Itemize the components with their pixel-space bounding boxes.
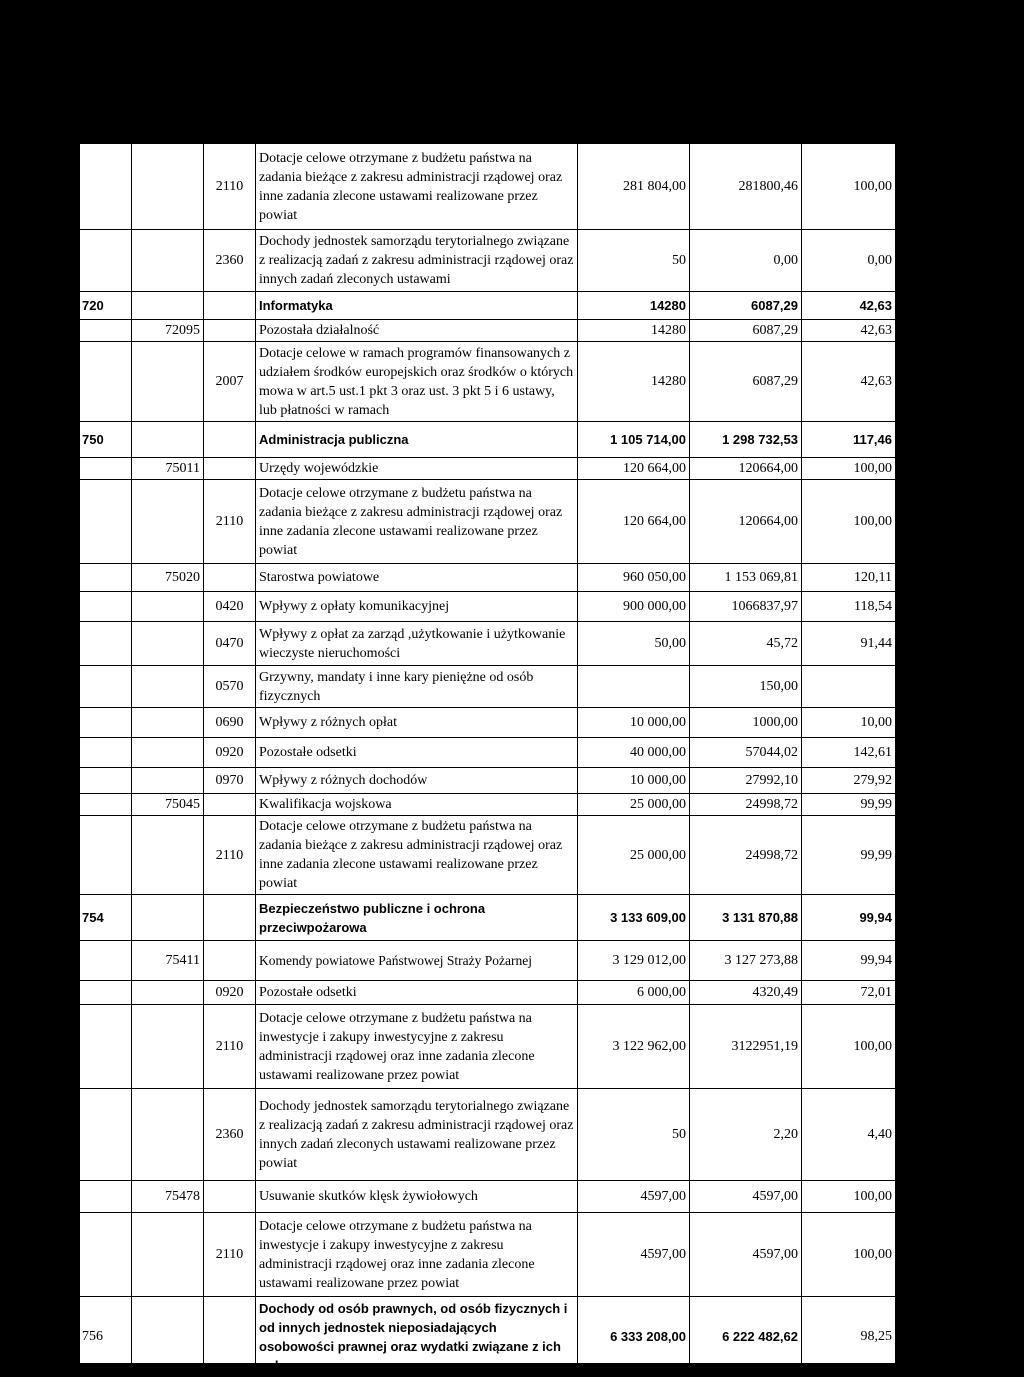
wykonanie-cell: 120664,00 — [690, 480, 802, 564]
document-page — [79, 143, 895, 1373]
plan-cell: 14280 — [578, 292, 690, 320]
table-row-section — [80, 1297, 896, 1377]
name-cell: Pozostałe odsetki — [256, 738, 578, 768]
table-row — [80, 230, 896, 292]
dzial-cell — [80, 458, 132, 480]
table-row — [80, 941, 896, 981]
wykonanie-cell: 1 298 732,53 — [690, 422, 802, 458]
wykonanie-cell: 45,72 — [690, 622, 802, 666]
plan-cell: 10 000,00 — [578, 768, 690, 794]
name-cell: Urzędy wojewódzkie — [256, 458, 578, 480]
rozdzial-cell — [132, 816, 204, 895]
rozdzial-cell — [132, 981, 204, 1005]
procent-cell: 100,00 — [802, 1213, 896, 1297]
wykonanie-cell: 4320,49 — [690, 981, 802, 1005]
procent-cell: 10,00 — [802, 708, 896, 738]
budget-table-body — [80, 144, 896, 1377]
name-cell: Kwalifikacja wojskowa — [256, 794, 578, 816]
dzial-cell — [80, 564, 132, 592]
table-row — [80, 564, 896, 592]
plan-cell: 14280 — [578, 320, 690, 342]
procent-cell: 279,92 — [802, 768, 896, 794]
name-cell: Informatyka — [256, 292, 578, 320]
table-row — [80, 622, 896, 666]
rozdzial-cell — [132, 622, 204, 666]
table-row — [80, 1005, 896, 1089]
name-cell: Dochody jednostek samorządu terytorialnego związane z realizacją zadań z zakresu administracji rządowej oraz innych zadań zleconych ustawami realizowane przez powiat — [256, 1089, 578, 1181]
plan-cell: 6 333 208,00 — [578, 1297, 690, 1377]
table-row — [80, 794, 896, 816]
name-cell: Dochody jednostek samorządu terytorialnego związane z realizacją zadań z zakresu administracji rządowej oraz innych zadań zleconych ustawami — [256, 230, 578, 292]
name-cell: Dotacje celowe otrzymane z budżetu państwa na zadania bieżące z zakresu administracji rządowej oraz inne zadania zlecone ustawami realizowane przez powiat — [256, 144, 578, 230]
table-row — [80, 768, 896, 794]
procent-cell: 4,40 — [802, 1089, 896, 1181]
table-row — [80, 342, 896, 422]
procent-cell: 117,46 — [802, 422, 896, 458]
rozdzial-cell: 75020 — [132, 564, 204, 592]
rozdzial-cell: 72095 — [132, 320, 204, 342]
plan-cell — [578, 666, 690, 708]
paragraf-cell: 2110 — [204, 480, 256, 564]
paragraf-cell: 2360 — [204, 230, 256, 292]
name-cell: Dotacje celowe otrzymane z budżetu państwa na inwestycje i zakupy inwestycyjne z zakresu administracji rządowej oraz inne zadania zlecone ustawami realizowane przez powiat — [256, 1005, 578, 1089]
wykonanie-cell: 4597,00 — [690, 1181, 802, 1213]
plan-cell: 1 105 714,00 — [578, 422, 690, 458]
procent-cell: 99,94 — [802, 941, 896, 981]
dzial-cell — [80, 592, 132, 622]
procent-cell: 118,54 — [802, 592, 896, 622]
plan-cell: 120 664,00 — [578, 458, 690, 480]
name-cell: Wpływy z różnych dochodów — [256, 768, 578, 794]
paragraf-cell: 0420 — [204, 592, 256, 622]
paragraf-cell: 2007 — [204, 342, 256, 422]
table-row — [80, 666, 896, 708]
plan-cell: 4597,00 — [578, 1181, 690, 1213]
rozdzial-cell — [132, 292, 204, 320]
name-cell: Administracja publiczna — [256, 422, 578, 458]
rozdzial-cell — [132, 1213, 204, 1297]
plan-cell: 120 664,00 — [578, 480, 690, 564]
procent-cell: 100,00 — [802, 144, 896, 230]
procent-cell: 42,63 — [802, 292, 896, 320]
plan-cell: 25 000,00 — [578, 794, 690, 816]
procent-cell: 99,99 — [802, 816, 896, 895]
procent-cell: 72,01 — [802, 981, 896, 1005]
name-cell: Wpływy z różnych opłat — [256, 708, 578, 738]
dzial-cell — [80, 320, 132, 342]
table-row — [80, 708, 896, 738]
procent-cell: 0,00 — [802, 230, 896, 292]
wykonanie-cell: 6087,29 — [690, 320, 802, 342]
table-row — [80, 592, 896, 622]
wykonanie-cell: 6087,29 — [690, 342, 802, 422]
dzial-cell — [80, 230, 132, 292]
table-row-section — [80, 422, 896, 458]
dzial-cell — [80, 342, 132, 422]
name-text: Dotacje celowe w ramach programów finansowanych z udziałem środków europejskich oraz środków o których mowa w art.5 ust.1 pkt 3 oraz ust. 3 pkt 5 i 6 ustawy, lub płatności w ramach — [259, 345, 574, 418]
dzial-cell — [80, 794, 132, 816]
table-row — [80, 458, 896, 480]
rozdzial-cell — [132, 1089, 204, 1181]
name-cell: Dochody od osób prawnych, od osób fizycznych i od innych jednostek nieposiadających osobowości prawnej oraz wydatki związane z ich poborem — [256, 1297, 578, 1377]
plan-cell: 50 — [578, 230, 690, 292]
rozdzial-cell — [132, 738, 204, 768]
paragraf-cell: 2110 — [204, 1005, 256, 1089]
table-row — [80, 981, 896, 1005]
rozdzial-cell: 75478 — [132, 1181, 204, 1213]
procent-cell — [802, 666, 896, 708]
dzial-cell — [80, 816, 132, 895]
dzial-cell — [80, 480, 132, 564]
name-cell: Dotacje celowe otrzymane z budżetu państwa na zadania bieżące z zakresu administracji rządowej oraz inne zadania zlecone ustawami realizowane przez powiat — [256, 816, 578, 895]
name-cell: Usuwanie skutków klęsk żywiołowych — [256, 1181, 578, 1213]
rozdzial-cell — [132, 230, 204, 292]
wykonanie-cell: 57044,02 — [690, 738, 802, 768]
dzial-cell: 756 — [80, 1297, 132, 1377]
table-row — [80, 480, 896, 564]
rozdzial-cell — [132, 1005, 204, 1089]
name-cell: Pozostała działalność — [256, 320, 578, 342]
wykonanie-cell: 1066837,97 — [690, 592, 802, 622]
plan-cell: 14280 — [578, 342, 690, 422]
dzial-cell — [80, 1005, 132, 1089]
budget-table — [79, 143, 896, 1377]
dzial-cell: 720 — [80, 292, 132, 320]
plan-cell: 50,00 — [578, 622, 690, 666]
rozdzial-cell — [132, 708, 204, 738]
wykonanie-cell: 3 127 273,88 — [690, 941, 802, 981]
procent-cell: 100,00 — [802, 480, 896, 564]
wykonanie-cell: 0,00 — [690, 230, 802, 292]
procent-cell: 91,44 — [802, 622, 896, 666]
paragraf-cell: 2110 — [204, 1213, 256, 1297]
dzial-cell — [80, 768, 132, 794]
wykonanie-cell: 2,20 — [690, 1089, 802, 1181]
plan-cell: 3 133 609,00 — [578, 895, 690, 941]
paragraf-cell: 2110 — [204, 144, 256, 230]
procent-cell: 120,11 — [802, 564, 896, 592]
wykonanie-cell: 6087,29 — [690, 292, 802, 320]
plan-cell: 281 804,00 — [578, 144, 690, 230]
paragraf-cell — [204, 292, 256, 320]
dzial-cell — [80, 708, 132, 738]
plan-cell: 10 000,00 — [578, 708, 690, 738]
dzial-cell: 750 — [80, 422, 132, 458]
wykonanie-cell: 3 131 870,88 — [690, 895, 802, 941]
rozdzial-cell: 75411 — [132, 941, 204, 981]
plan-cell: 4597,00 — [578, 1213, 690, 1297]
procent-cell: 98,25 — [802, 1297, 896, 1377]
paragraf-cell — [204, 1297, 256, 1377]
rozdzial-cell — [132, 768, 204, 794]
dzial-cell — [80, 1213, 132, 1297]
wykonanie-cell: 24998,72 — [690, 816, 802, 895]
rozdzial-cell — [132, 144, 204, 230]
wykonanie-cell: 6 222 482,62 — [690, 1297, 802, 1377]
paragraf-cell — [204, 320, 256, 342]
paragraf-cell — [204, 794, 256, 816]
rozdzial-cell: 75045 — [132, 794, 204, 816]
rozdzial-cell — [132, 422, 204, 458]
paragraf-cell: 0570 — [204, 666, 256, 708]
wykonanie-cell: 150,00 — [690, 666, 802, 708]
plan-cell: 6 000,00 — [578, 981, 690, 1005]
procent-cell: 99,94 — [802, 895, 896, 941]
table-row — [80, 816, 896, 895]
wykonanie-cell: 281800,46 — [690, 144, 802, 230]
paragraf-cell: 0920 — [204, 981, 256, 1005]
plan-cell: 50 — [578, 1089, 690, 1181]
table-row-section — [80, 895, 896, 941]
paragraf-cell — [204, 422, 256, 458]
wykonanie-cell: 27992,10 — [690, 768, 802, 794]
paragraf-cell: 0970 — [204, 768, 256, 794]
name-cell: Dotacje celowe otrzymane z budżetu państwa na zadania bieżące z zakresu administracji rządowej oraz inne zadania zlecone ustawami realizowane przez powiat — [256, 480, 578, 564]
procent-cell: 99,99 — [802, 794, 896, 816]
wykonanie-cell: 1 153 069,81 — [690, 564, 802, 592]
dzial-cell — [80, 144, 132, 230]
rozdzial-cell — [132, 342, 204, 422]
dzial-cell — [80, 981, 132, 1005]
table-row — [80, 738, 896, 768]
table-row-section — [80, 292, 896, 320]
plan-cell: 3 122 962,00 — [578, 1005, 690, 1089]
table-row — [80, 1213, 896, 1297]
name-cell: Bezpieczeństwo publiczne i ochrona przeciwpożarowa — [256, 895, 578, 941]
table-row — [80, 144, 896, 230]
rozdzial-cell — [132, 895, 204, 941]
dzial-cell — [80, 738, 132, 768]
dzial-cell — [80, 666, 132, 708]
procent-cell: 42,63 — [802, 320, 896, 342]
plan-cell: 900 000,00 — [578, 592, 690, 622]
dzial-cell: 754 — [80, 895, 132, 941]
procent-cell: 100,00 — [802, 1005, 896, 1089]
name-cell: Komendy powiatowe Państwowej Straży Pożarnej — [256, 941, 578, 981]
paragraf-cell — [204, 458, 256, 480]
table-row — [80, 1181, 896, 1213]
dzial-cell — [80, 1089, 132, 1181]
wykonanie-cell: 3122951,19 — [690, 1005, 802, 1089]
paragraf-cell: 2360 — [204, 1089, 256, 1181]
paragraf-cell: 0690 — [204, 708, 256, 738]
plan-cell: 25 000,00 — [578, 816, 690, 895]
procent-cell: 42,63 — [802, 342, 896, 422]
paragraf-cell — [204, 1181, 256, 1213]
wykonanie-cell: 4597,00 — [690, 1213, 802, 1297]
procent-cell: 142,61 — [802, 738, 896, 768]
wykonanie-cell: 120664,00 — [690, 458, 802, 480]
table-row — [80, 320, 896, 342]
plan-cell: 960 050,00 — [578, 564, 690, 592]
name-cell: Wpływy z opłaty komunikacyjnej — [256, 592, 578, 622]
table-row — [80, 1089, 896, 1181]
dzial-cell — [80, 941, 132, 981]
rozdzial-cell — [132, 592, 204, 622]
name-cell: Pozostałe odsetki — [256, 981, 578, 1005]
rozdzial-cell — [132, 666, 204, 708]
paragraf-cell: 2110 — [204, 816, 256, 895]
paragraf-cell: 0470 — [204, 622, 256, 666]
name-cell: Dotacje celowe otrzymane z budżetu państwa na inwestycje i zakupy inwestycyjne z zakresu administracji rządowej oraz inne zadania zlecone ustawami realizowane przez powiat — [256, 1213, 578, 1297]
paragraf-cell — [204, 564, 256, 592]
name-cell: Grzywny, mandaty i inne kary pieniężne od osób fizycznych — [256, 666, 578, 708]
procent-cell: 100,00 — [802, 1181, 896, 1213]
rozdzial-cell: 75011 — [132, 458, 204, 480]
dzial-cell — [80, 622, 132, 666]
wykonanie-cell: 1000,00 — [690, 708, 802, 738]
rozdzial-cell — [132, 480, 204, 564]
wykonanie-cell: 24998,72 — [690, 794, 802, 816]
plan-cell: 3 129 012,00 — [578, 941, 690, 981]
paragraf-cell: 0920 — [204, 738, 256, 768]
plan-cell: 40 000,00 — [578, 738, 690, 768]
paragraf-cell — [204, 941, 256, 981]
name-cell — [256, 342, 578, 422]
name-cell: Wpływy z opłat za zarząd ,użytkowanie i użytkowanie wieczyste nieruchomości — [256, 622, 578, 666]
procent-cell: 100,00 — [802, 458, 896, 480]
dzial-cell — [80, 1181, 132, 1213]
name-cell: Starostwa powiatowe — [256, 564, 578, 592]
rozdzial-cell — [132, 1297, 204, 1377]
paragraf-cell — [204, 895, 256, 941]
